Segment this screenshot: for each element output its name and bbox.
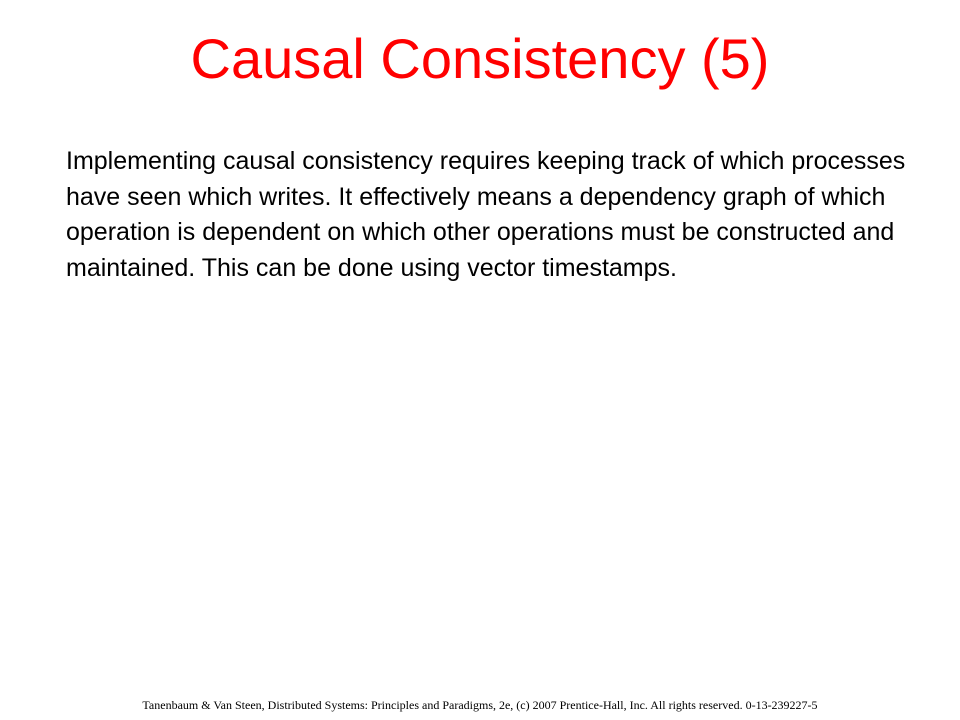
slide-title: Causal Consistency (5)	[190, 27, 770, 90]
slide-footer-citation: Tanenbaum & Van Steen, Distributed Systems: Principles and Paradigms, 2e, (c) 2007 Prentice-Hall, Inc. All rights reserved. 0-13-239227-5	[142, 698, 818, 712]
slide-body-text: Implementing causal consistency requires keeping track of which processes have seen which writes. It effectively means a dependency graph of which operation is dependent on which other operations must be constructed and maintained. This can be done using vector timestamps.	[66, 147, 906, 282]
